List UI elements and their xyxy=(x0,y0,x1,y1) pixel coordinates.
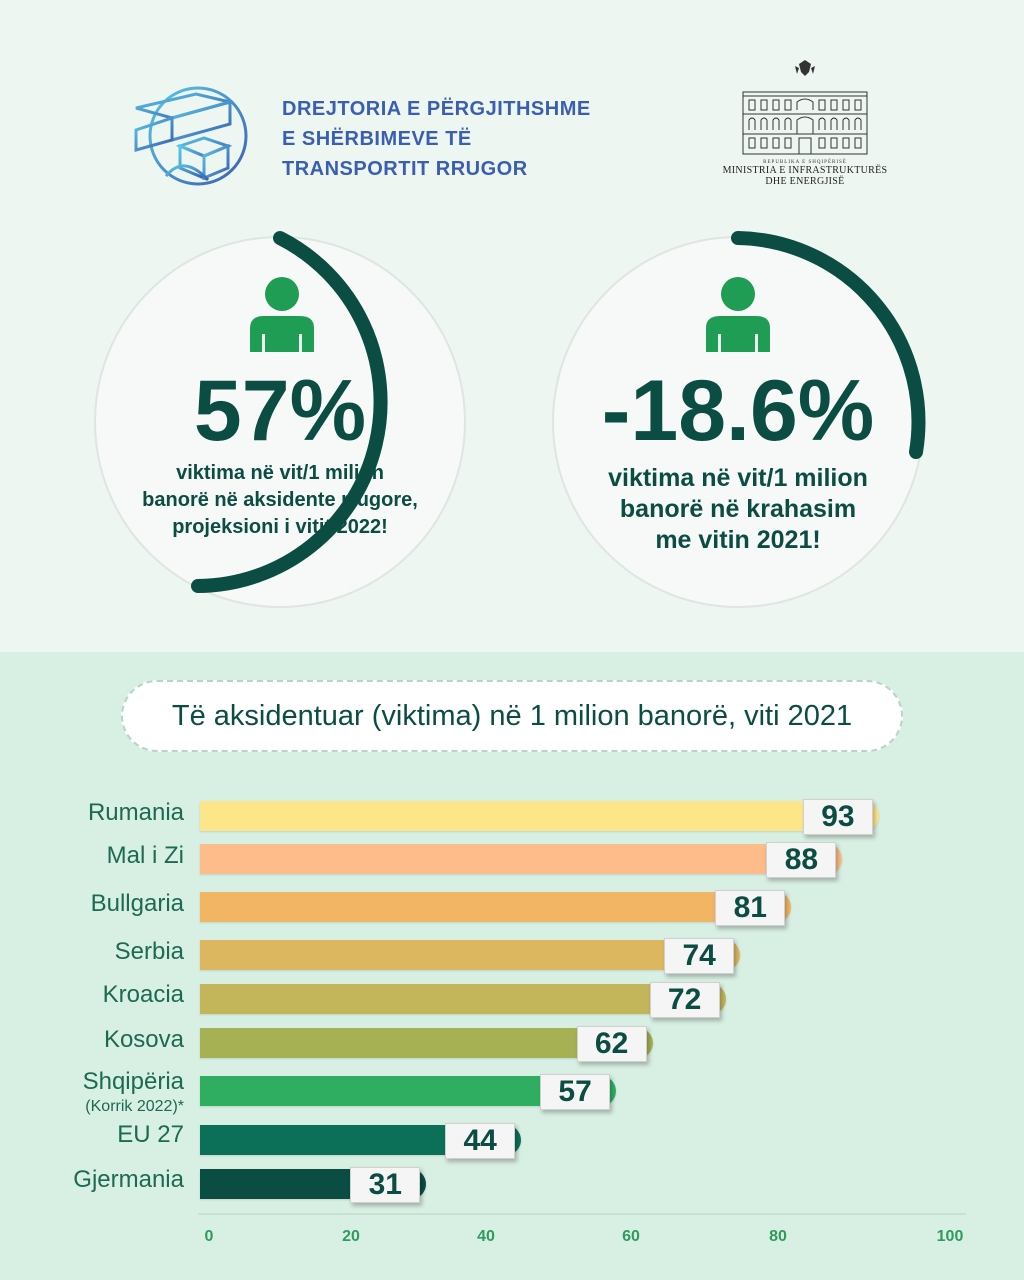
org-name xyxy=(282,94,612,184)
stat-1-line-3: projeksioni i vitit 2022! xyxy=(172,516,388,538)
stat-2-line-1: viktima në vit/1 milion xyxy=(608,464,868,492)
person-icon xyxy=(250,276,314,352)
category-label: Bullgaria xyxy=(90,890,184,917)
category-label: Rumania xyxy=(87,799,184,826)
stat-2-line-2: banorë në krahasim xyxy=(619,495,857,523)
org-name-line-3: TRANSPORTIT RRUGOR xyxy=(282,158,528,180)
person-icon xyxy=(706,276,770,352)
dpshtrr-logo-icon xyxy=(132,84,252,188)
x-tick-label: 40 xyxy=(477,1228,495,1245)
category-label: Mal i Zi xyxy=(106,842,184,869)
chart-title: Të aksidentuar (viktima) në 1 milion banorë, viti 2021 xyxy=(171,699,853,732)
x-tick-label: 80 xyxy=(769,1228,787,1245)
stat-2-line-3: me vitin 2021! xyxy=(655,526,821,554)
ministry-name-line-2: DHE ENERGJISË xyxy=(765,176,845,187)
bar-value-label: 93 xyxy=(803,799,873,835)
category-label: Gjermania xyxy=(73,1166,184,1193)
bar-value-label: 81 xyxy=(715,890,785,926)
ministry-building-icon xyxy=(739,58,871,158)
bar-kroacia xyxy=(200,984,726,1014)
bar-value-label: 88 xyxy=(766,842,836,878)
bar-rumania xyxy=(200,801,879,831)
x-tick-label: 0 xyxy=(204,1228,214,1245)
ministry-small-text: REPUBLIKA E SHQIPËRISË xyxy=(763,160,847,165)
bar-value-label: 57 xyxy=(540,1074,610,1110)
category-label: Serbia xyxy=(114,938,184,965)
category-note: (Korrik 2022)* xyxy=(85,1098,184,1115)
category-label: EU 27 xyxy=(117,1121,184,1148)
x-tick-label: 60 xyxy=(622,1228,640,1245)
stat-1-line-1: viktima në vit/1 milion xyxy=(176,462,384,484)
stat-description-2 xyxy=(560,463,916,556)
stat-description-1 xyxy=(104,460,456,541)
category-label: Kroacia xyxy=(102,981,184,1008)
bar-mal-i-zi xyxy=(200,844,842,874)
category-label: Kosova xyxy=(103,1026,184,1053)
stat-value-1: 57% xyxy=(193,363,367,459)
bar-value-label: 31 xyxy=(350,1167,420,1203)
chart-title-box xyxy=(121,680,903,752)
x-tick-label: 20 xyxy=(342,1228,360,1245)
org-name-line-1: DREJTORIA E PËRGJITHSHME xyxy=(282,98,591,120)
bar-value-label: 44 xyxy=(445,1123,515,1159)
bar-value-label: 72 xyxy=(650,982,720,1018)
bar-bullgaria xyxy=(200,892,791,922)
org-name-line-2: E SHËRBIMEVE TË xyxy=(282,128,472,150)
bar-serbia xyxy=(200,940,740,970)
bar-value-label: 74 xyxy=(664,938,734,974)
stat-value-2: -18.6% xyxy=(601,363,875,459)
bar-value-label: 62 xyxy=(577,1026,647,1062)
x-axis-line xyxy=(198,1213,966,1215)
ministry-logo xyxy=(712,58,898,187)
x-tick-label: 100 xyxy=(936,1228,964,1245)
category-label: Shqipëria xyxy=(82,1068,184,1095)
stat-1-line-2: banorë në aksidente rrugore, xyxy=(142,489,418,511)
ministry-name-line-1: MINISTRIA E INFRASTRUKTURËS xyxy=(722,165,888,176)
